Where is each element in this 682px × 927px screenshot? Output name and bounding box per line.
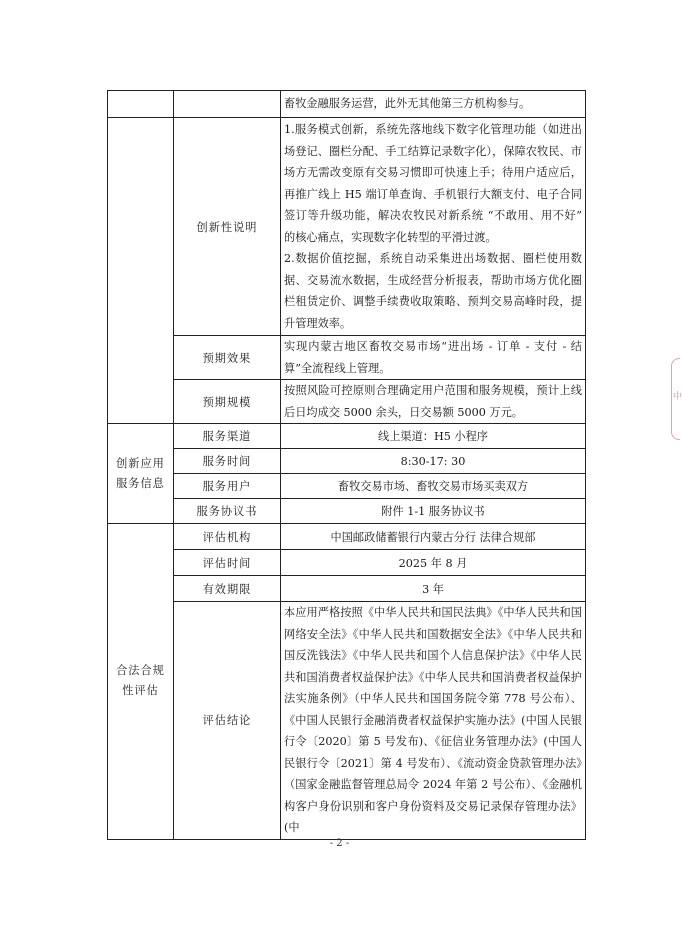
compliance-section-label: 合法合规性评估: [108, 524, 174, 840]
table-row: [108, 550, 586, 576]
innovation-label: 创新性说明: [174, 118, 281, 336]
seal-text: 中: [673, 392, 682, 402]
conclusion-label: 评估结论: [174, 602, 281, 840]
operation-text: 畜牧金融服务运营，此外无其他第三方机构参与。: [281, 91, 586, 118]
table-row: [108, 602, 586, 840]
innovation-para-2: 2.数据价值挖掘，系统自动采集进出场数据、圈栏使用数据、交易流水数据，生成经营分析报表，帮助市场方优化圈栏租赁定价、调整手续费收取策略、预判交易高峰时段，提升管理效率。: [284, 252, 582, 330]
evaluation-org-value: 中国邮政储蓄银行内蒙古分行 法律合规部: [281, 524, 586, 550]
expected-effect-label: 预期效果: [174, 336, 281, 380]
empty-cell: [174, 91, 281, 118]
seal-stamp: [671, 358, 680, 440]
service-users-value: 畜牧交易市场、畜牧交易市场买卖双方: [281, 474, 586, 499]
service-agreement-value: 附件 1-1 服务协议书: [281, 499, 586, 524]
table-row: [108, 336, 586, 380]
evaluation-org-label: 评估机构: [174, 524, 281, 550]
table-row: [108, 576, 586, 602]
innovation-para-1: 1.服务模式创新，系统先落地线下数字化管理功能（如进出场登记、圈栏分配、手工结算记录数字化），保障农牧民、市场方无需改变原有交易习惯即可快速上手；待用户适应后，再推广线上 H5 端订单查询、手机银行大额支付、电子合同签订等升级功能，解决农牧民对新系统 “不敢用、用不好” 的核心痛点，实现数字化转型的平滑过渡。: [284, 123, 582, 244]
evaluation-time-value: 2025 年 8 月: [281, 550, 586, 576]
service-hours-label: 服务时间: [174, 449, 281, 474]
table-row: [108, 380, 586, 424]
application-table: [107, 90, 586, 840]
table-row: [108, 524, 586, 550]
service-channel-value: 线上渠道：H5 小程序: [281, 424, 586, 449]
service-agreement-label: 服务协议书: [174, 499, 281, 524]
service-info-section-label: 创新应用服务信息: [108, 424, 174, 524]
table-row: [108, 91, 586, 118]
validity-label: 有效期限: [174, 576, 281, 602]
service-hours-value: 8:30-17: 30: [281, 449, 586, 474]
evaluation-time-label: 评估时间: [174, 550, 281, 576]
conclusion-text: 本应用严格按照《中华人民共和国民法典》《中华人民共和国网络安全法》《中华人民共和国数据安全法》《中华人民共和国反洗钱法》《中华人民共和国个人信息保护法》《中华人民共和国消费者权益保护法》《中华人民共和国消费者权益保护法实施条例》（中华人民共和国国务院令第 778 号公布）、《中国人民银行金融消费者权益保护实施办法》(中国人民银行令〔2020〕第 5 号发布)、《征信业务管理办法》(中国人民银行令〔2021〕第 4 号发布）、《流动资金贷款管理办法》（国家金融监督管理总局令 2024 年第 2 号公布）、《金融机构客户身份识别和客户身份资料及交易记录保存管理办法》(中: [281, 602, 586, 840]
expected-scale-text: 按照风险可控原则合理确定用户范围和服务规模，预计上线后日均成交 5000 余头，日交易额 5000 万元。: [281, 380, 586, 424]
table-row: [108, 118, 586, 336]
innovation-text: [281, 118, 586, 336]
expected-scale-label: 预期规模: [174, 380, 281, 424]
validity-value: 3 年: [281, 576, 586, 602]
service-channel-label: 服务渠道: [174, 424, 281, 449]
page-number: - 2 -: [329, 838, 350, 849]
table-row: [108, 499, 586, 524]
empty-cell: [108, 91, 174, 118]
service-users-label: 服务用户: [174, 474, 281, 499]
table-row: [108, 449, 586, 474]
expected-effect-text: 实现内蒙古地区畜牧交易市场“进出场 - 订单 - 支付 - 结算”全流程线上管理。: [281, 336, 586, 380]
table-row: [108, 424, 586, 449]
empty-cell: [108, 118, 174, 424]
table-row: [108, 474, 586, 499]
